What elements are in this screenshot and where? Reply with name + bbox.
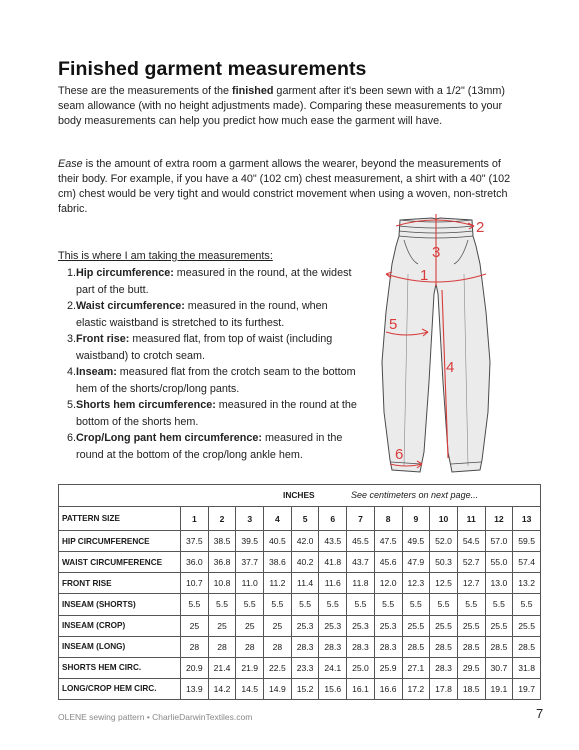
value-cell: 28 <box>236 636 264 657</box>
row-label: SHORTS HEM CIRC. <box>59 657 181 678</box>
size-cell: 10 <box>430 507 458 531</box>
table-row <box>59 678 541 699</box>
list-item-label: Front rise: <box>76 333 130 345</box>
size-cell: 3 <box>236 507 264 531</box>
size-cell: 7 <box>347 507 375 531</box>
value-cell: 5.5 <box>347 594 375 615</box>
measurements-table <box>58 484 541 700</box>
value-cell: 24.1 <box>319 657 347 678</box>
value-cell: 28 <box>264 636 292 657</box>
value-cell: 5.5 <box>319 594 347 615</box>
value-cell: 25.3 <box>319 615 347 636</box>
label-6: 6 <box>395 446 404 463</box>
table-header-band <box>59 485 541 507</box>
value-cell: 17.2 <box>402 678 430 699</box>
value-cell: 23.3 <box>291 657 319 678</box>
list-item-label: Hip circumference: <box>76 267 174 279</box>
list-item-number: 1. <box>67 267 77 279</box>
units-label: INCHES <box>283 490 315 500</box>
value-cell: 13.9 <box>181 678 209 699</box>
value-cell: 25.3 <box>347 615 375 636</box>
value-cell: 5.5 <box>430 594 458 615</box>
value-cell: 10.8 <box>208 573 236 594</box>
value-cell: 38.6 <box>264 552 292 573</box>
table-row <box>59 615 541 636</box>
row-label: HIP CIRCUMFERENCE <box>59 531 181 552</box>
size-cell: 8 <box>374 507 402 531</box>
size-cell: 12 <box>485 507 513 531</box>
value-cell: 14.2 <box>208 678 236 699</box>
value-cell: 5.5 <box>208 594 236 615</box>
list-item <box>58 265 358 298</box>
size-cell: 4 <box>264 507 292 531</box>
value-cell: 13.0 <box>485 573 513 594</box>
value-cell: 11.4 <box>291 573 319 594</box>
value-cell: 25.5 <box>513 615 541 636</box>
value-cell: 5.5 <box>457 594 485 615</box>
size-cell: 13 <box>513 507 541 531</box>
table-row <box>59 594 541 615</box>
value-cell: 5.5 <box>513 594 541 615</box>
value-cell: 14.9 <box>264 678 292 699</box>
ease-term: Ease <box>58 158 83 170</box>
list-item-label: Shorts hem circumference: <box>76 399 216 411</box>
list-item <box>58 430 358 463</box>
value-cell: 19.1 <box>485 678 513 699</box>
list-item-desc: measured in the round, at the widest part of the butt. <box>76 267 352 296</box>
list-item-label: Crop/Long pant hem circumference: <box>76 432 262 444</box>
value-cell: 52.0 <box>430 531 458 552</box>
value-cell: 17.8 <box>430 678 458 699</box>
intro-paragraph <box>58 84 520 129</box>
value-cell: 39.5 <box>236 531 264 552</box>
value-cell: 14.5 <box>236 678 264 699</box>
list-item <box>58 331 358 364</box>
value-cell: 42.0 <box>291 531 319 552</box>
value-cell: 28.5 <box>485 636 513 657</box>
list-item-number: 4. <box>67 366 77 378</box>
value-cell: 41.8 <box>319 552 347 573</box>
value-cell: 25 <box>181 615 209 636</box>
value-cell: 12.7 <box>457 573 485 594</box>
pants-diagram <box>376 212 496 482</box>
value-cell: 18.5 <box>457 678 485 699</box>
value-cell: 28.5 <box>513 636 541 657</box>
measurements-list <box>58 265 358 463</box>
value-cell: 28.3 <box>319 636 347 657</box>
value-cell: 57.0 <box>485 531 513 552</box>
list-item <box>58 364 358 397</box>
list-item-desc: measured in the round at the bottom of the shorts hem. <box>76 399 357 428</box>
value-cell: 28.3 <box>291 636 319 657</box>
label-2: 2 <box>476 219 485 236</box>
value-cell: 25 <box>208 615 236 636</box>
value-cell: 38.5 <box>208 531 236 552</box>
value-cell: 12.3 <box>402 573 430 594</box>
list-item-desc: measured flat from the crotch seam to the bottom hem of the shorts/crop/long pants. <box>76 366 356 395</box>
value-cell: 16.1 <box>347 678 375 699</box>
value-cell: 40.5 <box>264 531 292 552</box>
value-cell: 11.0 <box>236 573 264 594</box>
value-cell: 28.5 <box>402 636 430 657</box>
value-cell: 15.2 <box>291 678 319 699</box>
value-cell: 25.5 <box>430 615 458 636</box>
value-cell: 43.5 <box>319 531 347 552</box>
value-cell: 36.8 <box>208 552 236 573</box>
table-row <box>59 636 541 657</box>
value-cell: 5.5 <box>374 594 402 615</box>
value-cell: 28 <box>181 636 209 657</box>
value-cell: 25.9 <box>374 657 402 678</box>
cm-note: See centimeters on next page... <box>351 490 479 500</box>
ease-text: is the amount of extra room a garment allows the wearer, beyond the measurements of their body. For example, if you have a 40" (102 cm) chest measurement, a shirt with a 40" (102 cm) chest would be very tight and would constrict movement when using a woven, non-stretch fabric. <box>58 158 511 215</box>
size-cell: 9 <box>402 507 430 531</box>
value-cell: 5.5 <box>291 594 319 615</box>
table-row <box>59 531 541 552</box>
value-cell: 43.7 <box>347 552 375 573</box>
intro-text-before: These are the measurements of the <box>58 85 233 97</box>
list-item-desc: measured in the round, when elastic waistband is stretched to its furthest. <box>76 300 328 329</box>
ease-paragraph <box>58 157 520 217</box>
intro-bold-word: finished <box>232 85 274 97</box>
value-cell: 28.3 <box>430 657 458 678</box>
list-item-label: Waist circumference: <box>76 300 185 312</box>
list-item-number: 5. <box>67 399 77 411</box>
value-cell: 28.3 <box>374 636 402 657</box>
value-cell: 25 <box>264 615 292 636</box>
value-cell: 52.7 <box>457 552 485 573</box>
value-cell: 25.5 <box>457 615 485 636</box>
value-cell: 11.8 <box>347 573 375 594</box>
value-cell: 28 <box>208 636 236 657</box>
value-cell: 13.2 <box>513 573 541 594</box>
row-label: LONG/CROP HEM CIRC. <box>59 678 181 699</box>
value-cell: 12.0 <box>374 573 402 594</box>
value-cell: 50.3 <box>430 552 458 573</box>
value-cell: 25.3 <box>374 615 402 636</box>
value-cell: 27.1 <box>402 657 430 678</box>
list-item-desc: measured flat, from top of waist (including waistband) to crotch seam. <box>76 333 333 362</box>
table-row <box>59 573 541 594</box>
row-label: INSEAM (LONG) <box>59 636 181 657</box>
value-cell: 10.7 <box>181 573 209 594</box>
value-cell: 47.5 <box>374 531 402 552</box>
value-cell: 25.5 <box>485 615 513 636</box>
value-cell: 45.5 <box>347 531 375 552</box>
value-cell: 49.5 <box>402 531 430 552</box>
label-4: 4 <box>446 359 455 376</box>
value-cell: 40.2 <box>291 552 319 573</box>
size-cell: 6 <box>319 507 347 531</box>
list-item <box>58 397 358 430</box>
list-item-desc: measured in the round at the bottom of the crop/long ankle hem. <box>76 432 343 461</box>
value-cell: 22.5 <box>264 657 292 678</box>
row-label: INSEAM (CROP) <box>59 615 181 636</box>
row-label: INSEAM (SHORTS) <box>59 594 181 615</box>
value-cell: 21.9 <box>236 657 264 678</box>
value-cell: 47.9 <box>402 552 430 573</box>
size-cell: 1 <box>181 507 209 531</box>
value-cell: 25 <box>236 615 264 636</box>
value-cell: 28.5 <box>430 636 458 657</box>
value-cell: 11.2 <box>264 573 292 594</box>
value-cell: 37.7 <box>236 552 264 573</box>
footer-text: OLENE sewing pattern • CharlieDarwinTextiles.com <box>58 712 253 722</box>
list-item <box>58 298 358 331</box>
value-cell: 12.5 <box>430 573 458 594</box>
row-label: PATTERN SIZE <box>59 507 181 531</box>
value-cell: 36.0 <box>181 552 209 573</box>
size-cell: 2 <box>208 507 236 531</box>
value-cell: 57.4 <box>513 552 541 573</box>
value-cell: 29.5 <box>457 657 485 678</box>
label-1: 1 <box>420 267 429 284</box>
value-cell: 45.6 <box>374 552 402 573</box>
value-cell: 11.6 <box>319 573 347 594</box>
value-cell: 16.6 <box>374 678 402 699</box>
table-row <box>59 552 541 573</box>
value-cell: 37.5 <box>181 531 209 552</box>
value-cell: 25.0 <box>347 657 375 678</box>
value-cell: 59.5 <box>513 531 541 552</box>
intro-text-after: garment after it's been sewn with a 1/2" (13mm) seam allowance (with no height adjustments made). Comparing these measurements to your body measurements can help you predict how much ease the garment will have. <box>58 85 505 127</box>
value-cell: 30.7 <box>485 657 513 678</box>
value-cell: 5.5 <box>236 594 264 615</box>
value-cell: 28.3 <box>347 636 375 657</box>
value-cell: 19.7 <box>513 678 541 699</box>
list-item-number: 6. <box>67 432 77 444</box>
pattern-size-row <box>59 507 541 531</box>
list-item-number: 2. <box>67 300 77 312</box>
table-row <box>59 657 541 678</box>
page-number: 7 <box>536 706 544 721</box>
value-cell: 55.0 <box>485 552 513 573</box>
value-cell: 5.5 <box>181 594 209 615</box>
value-cell: 54.5 <box>457 531 485 552</box>
size-cell: 5 <box>291 507 319 531</box>
value-cell: 5.5 <box>402 594 430 615</box>
value-cell: 28.5 <box>457 636 485 657</box>
value-cell: 31.8 <box>513 657 541 678</box>
label-5: 5 <box>389 316 398 333</box>
value-cell: 5.5 <box>264 594 292 615</box>
row-label: WAIST CIRCUMFERENCE <box>59 552 181 573</box>
list-item-number: 3. <box>67 333 77 345</box>
measurements-list-title: This is where I am taking the measurements: <box>58 250 273 262</box>
value-cell: 25.5 <box>402 615 430 636</box>
value-cell: 21.4 <box>208 657 236 678</box>
value-cell: 20.9 <box>181 657 209 678</box>
value-cell: 5.5 <box>485 594 513 615</box>
page-title: Finished garment measurements <box>58 58 367 80</box>
size-cell: 11 <box>457 507 485 531</box>
row-label: FRONT RISE <box>59 573 181 594</box>
value-cell: 25.3 <box>291 615 319 636</box>
list-item-label: Inseam: <box>76 366 117 378</box>
label-3: 3 <box>432 244 441 261</box>
value-cell: 15.6 <box>319 678 347 699</box>
